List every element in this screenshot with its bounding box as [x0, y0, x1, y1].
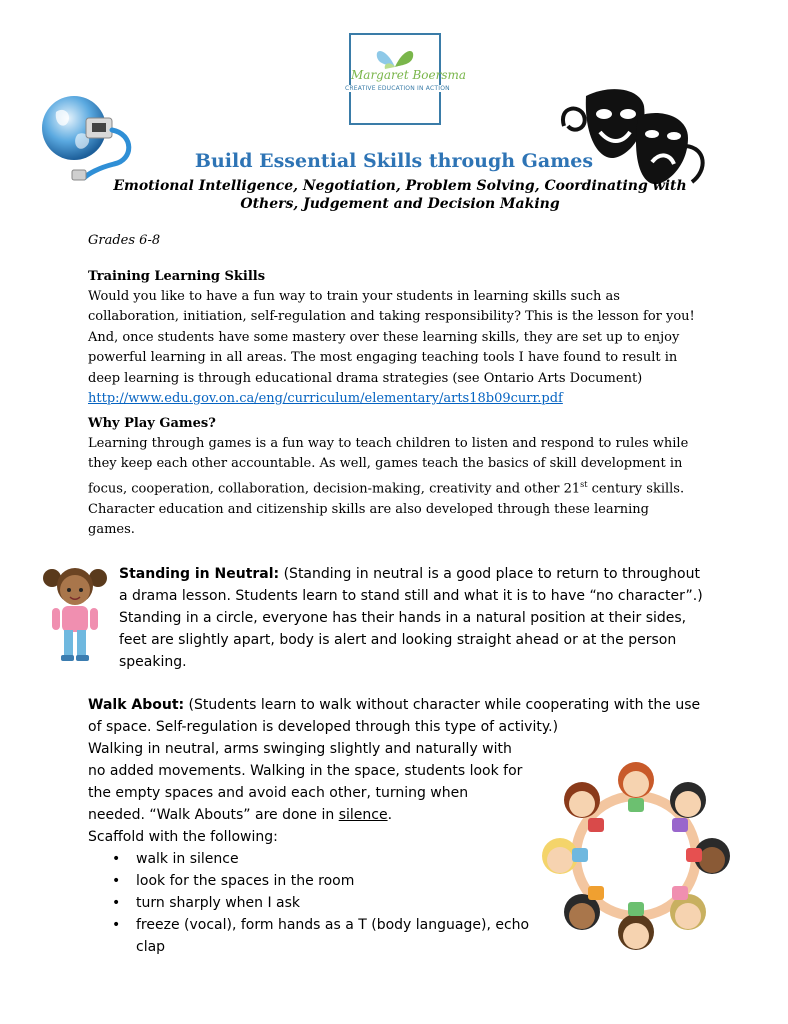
butterfly-icon — [371, 43, 419, 71]
silence-word: silence — [338, 807, 388, 823]
girl-illustration — [40, 562, 110, 666]
list-item: • walk in silence — [136, 848, 556, 870]
walk-period: . — [387, 807, 393, 823]
why-paragraph — [88, 434, 698, 540]
list-item: • turn sharply when I ask — [136, 892, 556, 914]
training-paragraph — [88, 287, 698, 409]
standing-label: Standing in Neutral: — [119, 566, 280, 582]
standing-text: (Standing in neutral is a good place to return to throughout a drama lesson. Students learn to stand still and what it is to have “no character”.) Standing in a circle, everyone has their hands in a natural position at their sides, feet are slightly apart, body is alert and looking straight ahead or at the person speaking. — [119, 566, 703, 670]
why-text-2: century skills. Character education and citizenship skills are also developed through these learning games. — [88, 481, 685, 537]
scaffold-list — [108, 848, 556, 958]
why-text-1: Learning through games is a fun way to teach children to listen and respond to rules while they keep each other accountable. As well, games teach the basics of skill development in focus, cooperation, collaboration, decision-making, creativity and other 21 — [88, 436, 689, 497]
standing-neutral-section — [119, 563, 709, 673]
grades-label: Grades 6-8 — [88, 233, 161, 248]
walk-about-body — [88, 738, 528, 848]
why-heading: Why Play Games? — [88, 416, 216, 431]
ontario-arts-link[interactable]: http://www.edu.gov.on.ca/eng/curriculum/elementary/arts18b09curr.pdf — [88, 391, 563, 407]
logo — [345, 33, 467, 125]
list-item: • freeze (vocal), form hands as a T (body language), echo clap — [136, 914, 556, 958]
scaffold-label: Scaffold with the following: — [88, 829, 278, 845]
logo-name: Margaret Boersma — [351, 68, 467, 82]
page-subtitle: Emotional Intelligence, Negotiation, Problem Solving, Coordinating with Others, Judgement and Decision Making — [113, 178, 687, 212]
walk-about-intro — [88, 694, 708, 738]
walk-body-text: Walking in neutral, arms swinging slightly and naturally with no added movements. Walking in the space, students look for the empty spaces and avoid each other, turning when needed. “Walk Abouts” are done in — [88, 741, 523, 823]
logo-tagline: CREATIVE EDUCATION IN ACTION — [345, 85, 450, 92]
list-item: • look for the spaces in the room — [136, 870, 556, 892]
walk-intro-text: (Students learn to walk without character while cooperating with the use of space. Self-regulation is developed through this type of activity.) — [88, 697, 701, 735]
walk-label: Walk About: — [88, 697, 185, 713]
children-circle-illustration — [536, 756, 736, 956]
training-heading: Training Learning Skills — [88, 269, 266, 284]
page-title: Build Essential Skills through Games — [194, 150, 594, 172]
why-superscript: st — [580, 479, 588, 489]
training-text: Would you like to have a fun way to train your students in learning skills such as collaboration, initiation, self-regulation and taking responsibility? This is the lesson for you! And, once students have some mastery over these learning skills, they are set up to enjoy powerful learning in all areas. The most engaging teaching tools I have found to result in deep learning is through educational drama strategies (see Ontario Arts Document) — [88, 289, 695, 386]
